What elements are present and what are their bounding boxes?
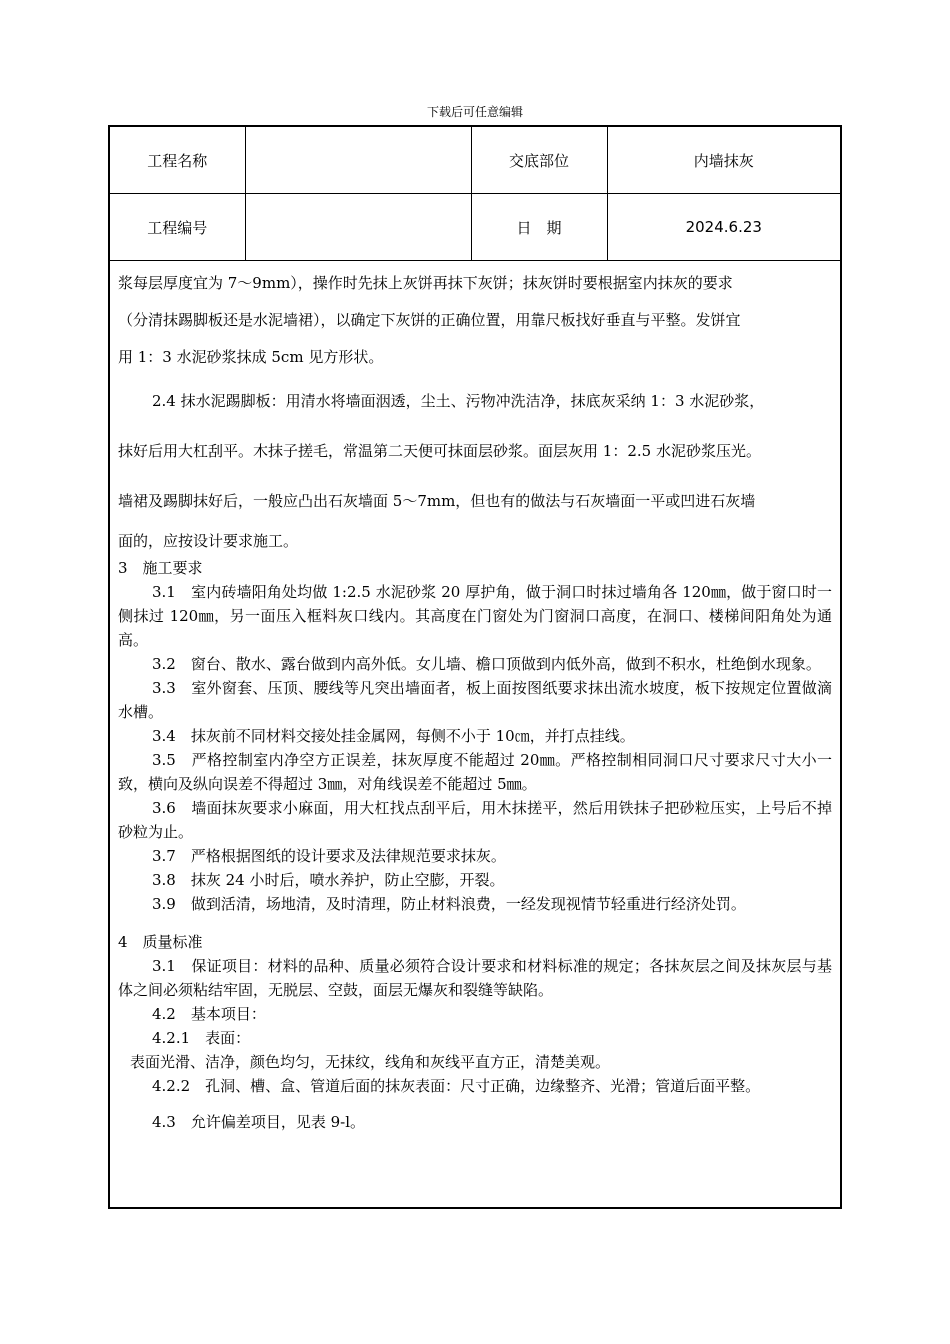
document-frame [108,125,842,1209]
continuation-line: 用 1：3 水泥砂浆抹成 5cm 见方形状。 [118,348,384,366]
paragraph-2-4-line: 抹好后用大杠刮平。木抹子搓毛，常温第二天便可抹面层砂浆。面层灰用 1：2.5 水泥砂浆压光。 [118,442,761,460]
info-row-1 [110,127,840,194]
spacer [118,916,832,930]
project-no-value [245,194,471,261]
content-body [118,265,832,1134]
info-row-2 [110,194,840,261]
item-3-4: 3.4 抹灰前不同材料交接处挂金属网，每侧不小于 10㎝，并打点挂线。 [152,727,635,745]
item-3-1: 3.1 室内砖墙阳角处均做 1:2.5 水泥砂浆 20 厚护角，做于洞口时抹过墙角各 120㎜，做于窗口时一侧抹过 120㎜，另一面压入框料灰口线内。其高度在门窗处为门窗洞口高度，在洞口、楼梯间阳角处为通高。 [118,583,832,649]
continuation-line: 浆每层厚度宜为 7～9mm），操作时先抹上灰饼再抹下灰饼；抹灰饼时要根据室内抹灰的要求 [118,274,733,292]
date-label: 日 期 [471,194,607,261]
continuation-line: （分清抹踢脚板还是水泥墙裙），以确定下灰饼的正确位置，用靠尺板找好垂直与平整。发饼宜 [118,311,741,329]
item-4-2-1: 4.2.1 表面： [152,1029,251,1047]
project-name-value [245,127,471,194]
item-3-7: 3.7 严格根据图纸的设计要求及法律规范要求抹灰。 [152,847,506,865]
item-4-2-2: 4.2.2 孔洞、槽、盒、管道后面的抹灰表面：尺寸正确，边缘整齐、光滑；管道后面平整。 [152,1077,761,1095]
section-3-title: 3 施工要求 [118,559,203,577]
section-4-title: 4 质量标准 [118,933,203,951]
item-4-1: 3.1 保证项目：材料的品种、质量必须符合设计要求和材料标准的规定；各抹灰层之间及抹灰层与基体之间必须粘结牢固，无脱层、空鼓，面层无爆灰和裂缝等缺陷。 [118,957,832,999]
item-4-3: 4.3 允许偏差项目，见表 9-l。 [152,1113,366,1131]
section-label: 交底部位 [471,127,607,194]
paragraph-2-4-line: 2.4 抹水泥踢脚板：用清水将墙面洇透，尘土、污物冲洗洁净，抹底灰采纳 1：3 水泥砂浆， [152,392,765,410]
item-3-9: 3.9 做到活清，场地清，及时清理，防止材料浪费，一经发现视情节轻重进行经济处罚。 [152,895,746,913]
item-3-3: 3.3 室外窗套、压顶、腰线等凡突出墙面者，板上面按图纸要求抹出流水坡度，板下按规定位置做滴水槽。 [118,679,832,721]
date-value: 2024.6.23 [607,194,840,261]
project-no-label: 工程编号 [110,194,245,261]
item-3-6: 3.6 墙面抹灰要求小麻面，用大杠找点刮平后，用木抹搓平，然后用铁抹子把砂粒压实，上号后不掉砂粒为止。 [118,799,832,841]
paragraph-2-4-line: 面的，应按设计要求施工。 [118,532,299,550]
item-4-2-1-text: 表面光滑、洁净，颜色均匀，无抹纹，线角和灰线平直方正，清楚美观。 [130,1053,611,1071]
info-table [110,127,840,261]
item-4-2: 4.2 基本项目： [152,1005,266,1023]
header-note: 下载后可任意编辑 [426,105,523,119]
project-name-label: 工程名称 [110,127,245,194]
item-3-2: 3.2 窗台、散水、露台做到内高外低。女儿墙、檐口顶做到内低外高，做到不积水，杜绝倒水现象。 [152,655,821,673]
paragraph-2-4-line: 墙裙及踢脚抹好后，一般应凸出石灰墙面 5～7mm，但也有的做法与石灰墙面一平或凹进石灰墙 [118,492,756,510]
item-3-8: 3.8 抹灰 24 小时后，喷水养护，防止空膨，开裂。 [152,871,505,889]
section-value: 内墙抹灰 [607,127,840,194]
item-3-5: 3.5 严格控制室内净空方正误差，抹灰厚度不能超过 20㎜。严格控制相同洞口尺寸要求尺寸大小一致，横向及纵向误差不得超过 3㎜，对角线误差不能超过 5㎜。 [118,751,832,793]
